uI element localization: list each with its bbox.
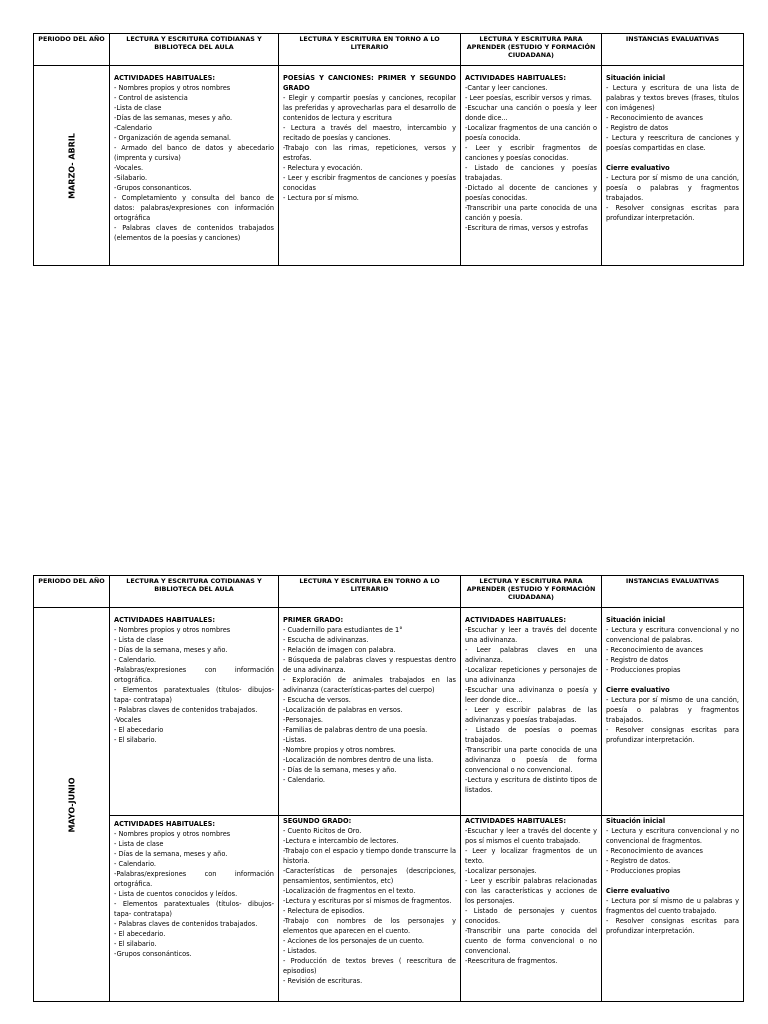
list-item: -Palabras/expresiones con información ortográfica. [114,870,274,888]
cell-title: ACTIVIDADES HABITUALES: [114,616,215,624]
cotidianas-cell [110,608,279,816]
list-item: -Escuchar una adivinanza o poesía y leer donde dice... [465,686,597,704]
list-item: - Producciones propias [606,867,681,875]
list-item: - Escucha de versos. [283,696,351,704]
header-row [34,34,744,66]
cell-title: ACTIVIDADES HABITUALES: [465,74,566,82]
list-item: - Lectura a través del maestro, intercambio y recitado de poesías y canciones. [283,124,456,142]
list-item: - Lectura y escritura de una lista de palabras y textos breves (frases, títulos con imágenes) [606,84,739,112]
period-cell [34,66,110,266]
list-item: - Palabras claves de contenidos trabajados (elementos de la poesías y canciones) [114,224,274,242]
list-item: - Listado de personajes y cuentos conocidos. [465,907,597,925]
list-item: - Palabras claves de contenidos trabajados. [114,706,258,714]
list-item: - Listados. [283,947,317,955]
list-item: -Familias de palabras dentro de una poesía. [283,726,428,734]
list-item: -Días de las semanas, meses y año. [114,114,233,122]
list-item: - Lista de clase [114,840,164,848]
cell-subtitle: Cierre evaluativo [606,164,670,172]
list-item: -Lectura e intercambio de lectores. [283,837,399,845]
list-item: - Relectura y evocación. [283,164,363,172]
cell-title: ACTIVIDADES HABITUALES: [465,817,566,825]
list-item: -Localizar personajes. [465,867,537,875]
planning-table-mayo-junio [33,575,744,1002]
table-row [34,66,744,266]
list-item: - Armado del banco de datos y abecedario (imprenta y cursiva) [114,144,274,162]
list-item: - Cuento Ricitos de Oro. [283,827,362,835]
list-item: - Lectura por sí mismo. [283,194,359,202]
cell-content [602,816,743,936]
list-item: -Escritura de rimas, versos y estrofas [465,224,588,232]
header-literario: LECTURA Y ESCRITURA EN TORNO A LO LITERARIO [279,576,461,608]
table-row [34,608,744,816]
list-item: - Lectura y escritura convencional y no convencional de fragmentos. [606,827,739,845]
list-item: - El abecedario [114,726,164,734]
list-item: - Leer palabras claves en una adivinanza. [465,646,597,664]
list-item: - Reconocimiento de avances [606,847,703,855]
header-aprender: LECTURA Y ESCRITURA PARA APRENDER (ESTUDIO Y FORMACIÓN CIUDADANA) [461,34,602,66]
list-item: - Nombres propios y otros nombres [114,830,231,838]
list-item: -Localización de fragmentos en el texto. [283,887,416,895]
list-item: -Localización de nombres dentro de una lista. [283,756,434,764]
cell-content [602,66,743,223]
planning-table-marzo-abril [33,33,744,266]
aprender-cell [461,816,602,1002]
list-item: -Escuchar una canción o poesía y leer donde dice... [465,104,597,122]
header-periodo: PERIODO DEL AÑO [34,576,110,608]
list-item: -Lista de clase [114,104,162,112]
list-item: -Grupos consonanticos. [114,184,192,192]
list-item: - Reconocimiento de avances [606,646,703,654]
list-item: -Localización de palabras en versos. [283,706,403,714]
list-item: -Transcribir una parte conocida del cuento de forma convencional o no convencional. [465,927,597,955]
list-item: - Escucha de adivinanzas. [283,636,369,644]
list-item: - Calendario. [114,656,156,664]
list-item: -Vocales [114,716,142,724]
header-row [34,576,744,608]
cell-content [461,66,601,233]
list-item: - El silabario. [114,940,157,948]
list-item: - Lectura por sí mismo de u palabras y fragmentos del cuento trabajado. [606,897,739,915]
header-evaluativas: INSTANCIAS EVALUATIVAS [602,34,744,66]
list-item: - Listado de poesías o poemas trabajados. [465,726,597,744]
cell-subtitle: Cierre evaluativo [606,686,670,694]
cell-content [279,816,460,986]
list-item: -Personajes. [283,716,323,724]
list-item: -Transcribir una parte conocida de una adivinanza o poesía de forma convencional o no convencional. [465,746,597,774]
list-item: - Lectura por sí mismo de una canción, poesía o palabras y fragmentos trabajados. [606,696,739,724]
cell-subtitle: Cierre evaluativo [606,887,670,895]
list-item: -Listas. [283,736,307,744]
list-item: - Leer y escribir fragmentos de canciones y poesías conocidas. [465,144,597,162]
header-periodo: PERIODO DEL AÑO [34,34,110,66]
list-item: -Silabario. [114,174,148,182]
list-item: - Días de la semana, meses y año. [283,766,397,774]
list-item: - Elementos paratextuales (títulos- dibujos- tapa- contratapa) [114,686,274,704]
list-item: - Búsqueda de palabras claves y respuestas dentro de una adivinanza. [283,656,456,674]
cell-title: PRIMER GRADO: [283,616,344,624]
evaluativas-cell [602,66,744,266]
list-item: - Leer y escribir palabras relacionadas con las características y acciones de los personajes. [465,877,597,905]
header-cotidianas: LECTURA Y ESCRITURA COTIDIANAS Y BIBLIOTECA DEL AULA [110,576,279,608]
list-item: -Calendario [114,124,152,132]
cotidianas-cell [110,66,279,266]
list-item: - Registro de datos [606,656,669,664]
list-item: - Resolver consignas escritas para profundizar interpretación. [606,726,739,744]
cell-title: ACTIVIDADES HABITUALES: [465,616,566,624]
cell-content [461,816,601,966]
list-item: - Lectura por sí mismo de una canción, poesía o palabras y fragmentos trabajados. [606,174,739,202]
list-item: - Relectura de episodios. [283,907,365,915]
cell-content [279,608,460,785]
list-item: -Reescritura de fragmentos. [465,957,558,965]
aprender-cell [461,66,602,266]
cell-title: ACTIVIDADES HABITUALES: [114,820,215,828]
list-item: - Relación de imagen con palabra. [283,646,396,654]
table-row [34,816,744,1002]
list-item: - Producción de textos breves ( reescritura de episodios) [283,957,456,975]
list-item: -Vocales. [114,164,144,172]
list-item: - Lista de clase [114,636,164,644]
list-item: - Leer y escribir palabras de las adivinanzas y poesías trabajadas. [465,706,597,724]
literario-cell [279,66,461,266]
list-item: - Listado de canciones y poesías trabajadas. [465,164,597,182]
evaluativas-cell [602,816,744,1002]
cell-title: Situación inicial [606,616,666,624]
list-item: - Registro de datos. [606,857,671,865]
cell-content [279,66,460,203]
cotidianas-cell [110,816,279,1002]
list-item: - Resolver consignas escritas para profundizar interpretación. [606,204,739,222]
list-item: -Palabras/expresiones con información ortográfica. [114,666,274,684]
list-item: - Producciones propias [606,666,681,674]
literario-cell [279,816,461,1002]
list-item: - Calendario. [114,860,156,868]
header-literario: LECTURA Y ESCRITURA EN TORNO A LO LITERARIO [279,34,461,66]
list-item: - Resolver consignas escritas para profundizar interpretación. [606,917,739,935]
list-item: - Palabras claves de contenidos trabajados. [114,920,258,928]
list-item: - Registro de datos [606,124,669,132]
list-item: - Revisión de escrituras. [283,977,363,985]
cell-title: Situación inicial [606,74,666,82]
list-item: - Exploración de animales trabajados en las adivinanza (características-partes del cuerpo) [283,676,456,694]
period-label: MAYO-JUNIO [67,776,76,833]
list-item: -Dictado al docente de canciones y poesías conocidas. [465,184,597,202]
period-cell [34,608,110,1002]
literario-cell [279,608,461,816]
cell-content [602,608,743,745]
cell-title: Situación inicial [606,817,666,825]
list-item: -Localizar repeticiones y personajes de una adivinanza [465,666,597,684]
list-item: - Cuadernillo para estudiantes de 1° [283,626,403,634]
header-cotidianas: LECTURA Y ESCRITURA COTIDIANAS Y BIBLIOTECA DEL AULA [110,34,279,66]
list-item: - Calendario. [283,776,325,784]
list-item: - Leer y escribir fragmentos de canciones y poesías conocidas [283,174,456,192]
cell-content [110,66,278,243]
list-item: - Elementos paratextuales (títulos- dibujos- tapa- contratapa) [114,900,274,918]
list-item: -Cantar y leer canciones. [465,84,548,92]
list-item: -Trabajo con las rimas, repeticiones, versos y estrofas. [283,144,456,162]
list-item: -Lectura y escritura de distinto tipos de listados. [465,776,597,794]
list-item: - Elegir y compartir poesías y canciones, recopilar las preferidas y aprovecharlas para el desarrollo de contenidos de lectura y escritura [283,94,456,122]
cell-title: SEGUNDO GRADO: [283,817,352,825]
list-item: - Acciones de los personajes de un cuento. [283,937,424,945]
list-item: -Características de personajes (descripciones, pensamientos, sentimientos, etc) [283,867,456,885]
list-item: -Localizar fragmentos de una canción o poesía conocida. [465,124,597,142]
list-item: - Días de la semana, meses y año. [114,850,228,858]
list-item: -Transcribir una parte conocida de una canción y poesía. [465,204,597,222]
list-item: - Reconocimiento de avances [606,114,703,122]
cell-title: ACTIVIDADES HABITUALES: [114,74,215,82]
list-item: - Nombres propios y otros nombres [114,84,231,92]
list-item: -Nombre propios y otros nombres. [283,746,396,754]
list-item: - Lectura y reescritura de canciones y poesías compartidas en clase. [606,134,739,152]
list-item: -Trabajo con el espacio y tiempo donde transcurre la historia. [283,847,456,865]
cell-content [461,608,601,795]
list-item: -Trabajo con nombres de los personajes y elementos que aparecen en el cuento. [283,917,456,935]
list-item: - El abecedario. [114,930,166,938]
list-item: - Control de asistencia [114,94,188,102]
list-item: -Escuchar y leer a través del docente una adivinanza. [465,626,597,644]
list-item: -Grupos consonánticos. [114,950,192,958]
list-item: - Organización de agenda semanal. [114,134,231,142]
list-item: - Nombres propios y otros nombres [114,626,231,634]
cell-content [110,608,278,745]
list-item: - Lista de cuentos conocidos y leídos. [114,890,238,898]
header-evaluativas: INSTANCIAS EVALUATIVAS [602,576,744,608]
list-item: - Leer y localizar fragmentos de un texto. [465,847,597,865]
list-item: - El silabario. [114,736,157,744]
header-aprender: LECTURA Y ESCRITURA PARA APRENDER (ESTUDIO Y FORMACIÓN CIUDADANA) [461,576,602,608]
aprender-cell [461,608,602,816]
list-item: -Lectura y escrituras por sí mismos de fragmentos. [283,897,452,905]
list-item: - Días de la semana, meses y año. [114,646,228,654]
cell-content [110,816,278,959]
cell-title: POESÍAS Y CANCIONES: PRIMER Y SEGUNDO GRADO [283,74,456,92]
evaluativas-cell [602,608,744,816]
list-item: - Lectura y escritura convencional y no convencional de palabras. [606,626,739,644]
list-item: - Leer poesías, escribir versos y rimas. [465,94,592,102]
period-label: MARZO- ABRIL [67,132,76,199]
list-item: - Completamiento y consulta del banco de datos: palabras/expresiones con información ortográfica [114,194,274,222]
list-item: -Escuchar y leer a través del docente y pos sí mismos el cuento trabajado. [465,827,597,845]
